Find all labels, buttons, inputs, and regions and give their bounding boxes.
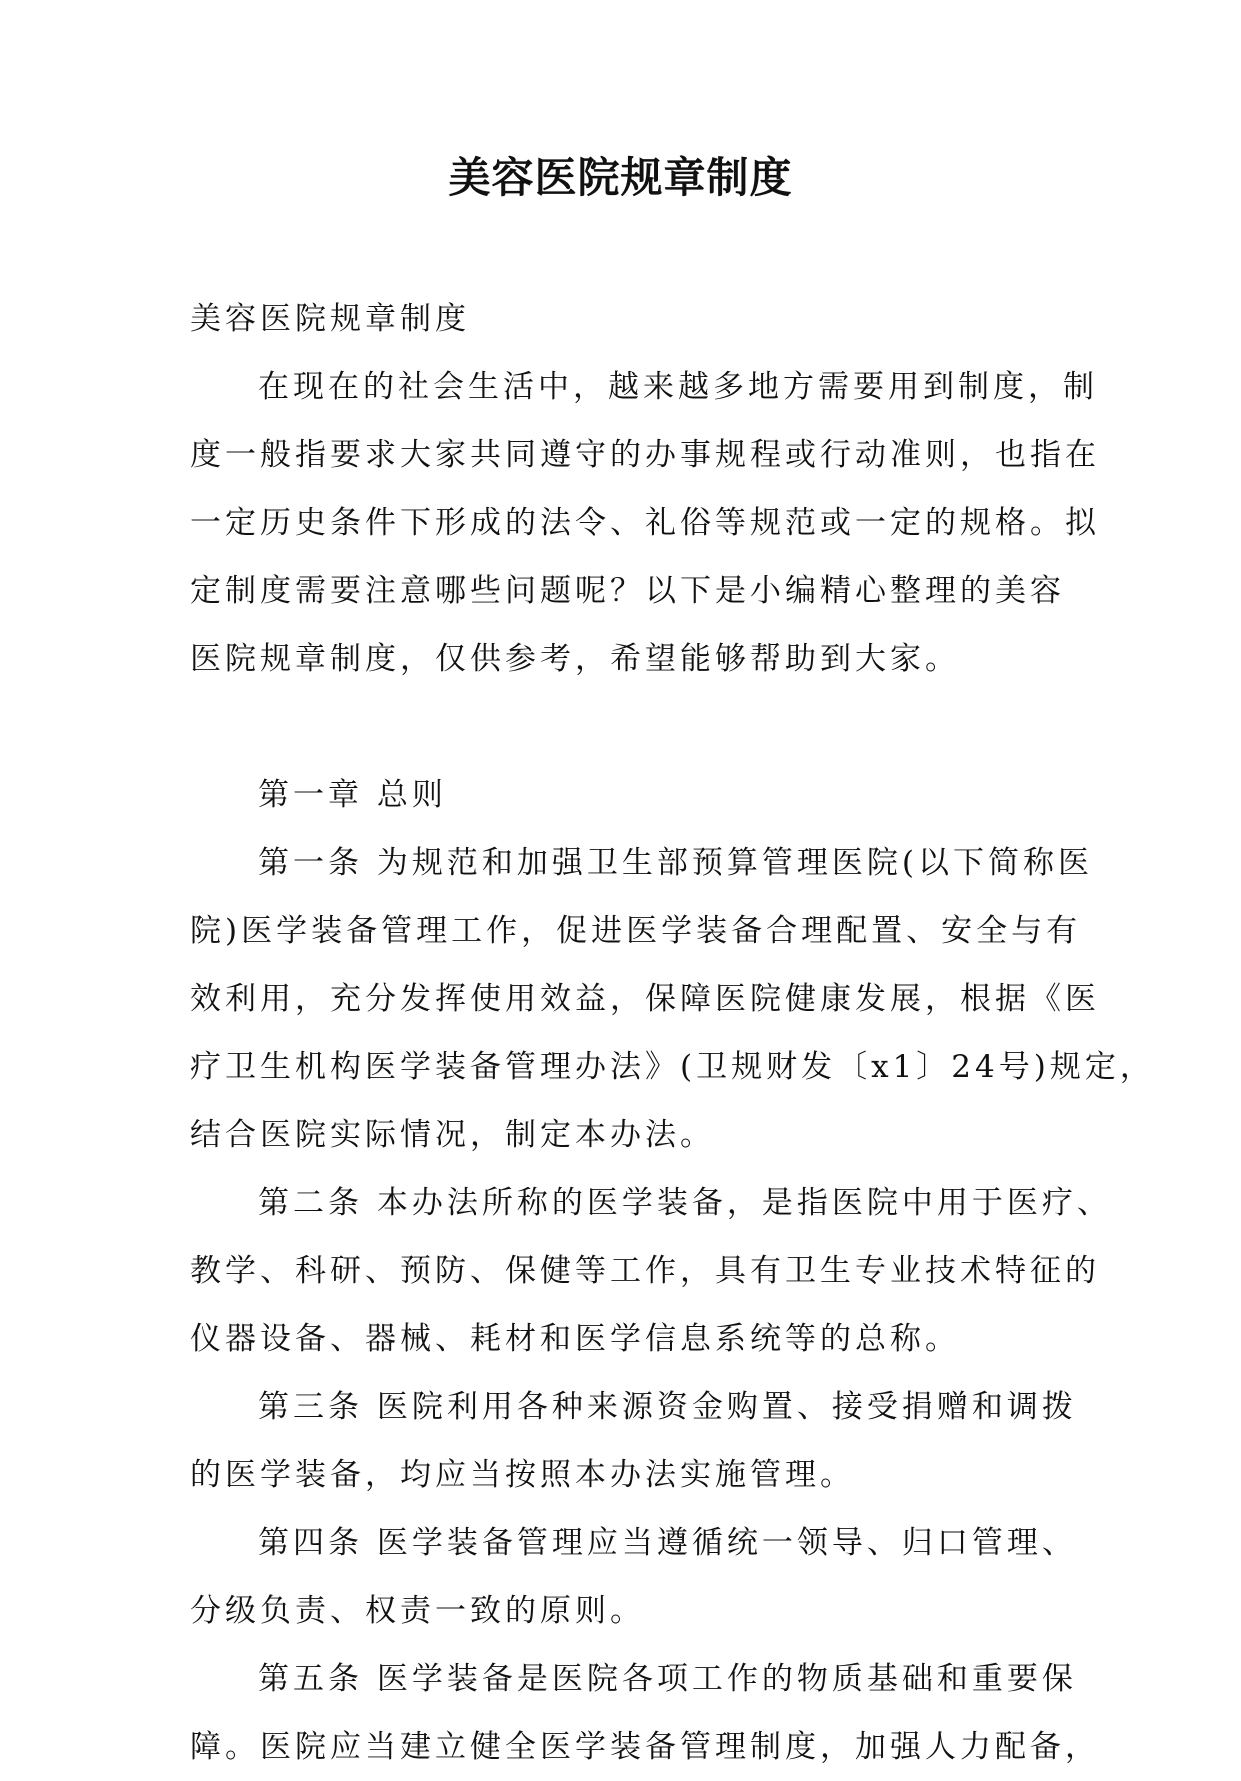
article-line: 分级负责、权责一致的原则。: [190, 1593, 645, 1629]
article-line: 效利用，充分发挥使用效益，保障医院健康发展，根据《医: [190, 981, 1100, 1017]
intro-line: 定制度需要注意哪些问题呢？以下是小编精心整理的美容: [190, 573, 1065, 609]
intro-line: 在现在的社会生活中，越来越多地方需要用到制度，制: [258, 369, 1098, 405]
document-title: 美容医院规章制度: [448, 153, 793, 202]
article-line: 教学、科研、预防、保健等工作，具有卫生专业技术特征的: [190, 1253, 1100, 1289]
article-line: 疗卫生机构医学装备管理办法》(卫规财发〔x1〕24号)规定，: [190, 1049, 1155, 1085]
article-line: 第三条 医院利用各种来源资金购置、接受捐赠和调拨: [258, 1389, 1077, 1425]
chapter-heading: 第一章 总则: [258, 777, 447, 813]
article-line: 结合医院实际情况，制定本办法。: [190, 1117, 715, 1153]
article-line: 第四条 医学装备管理应当遵循统一领导、归口管理、: [258, 1525, 1077, 1561]
article-line: 院)医学装备管理工作，促进医学装备合理配置、安全与有: [190, 913, 1082, 949]
article-line: 仪器设备、器械、耗材和医学信息系统等的总称。: [190, 1321, 960, 1357]
intro-line: 一定历史条件下形成的法令、礼俗等规范或一定的规格。拟: [190, 505, 1100, 541]
article-line: 障。医院应当建立健全医学装备管理制度，加强人力配备，: [190, 1729, 1100, 1765]
article-line: 第一条 为规范和加强卫生部预算管理医院(以下简称医: [258, 845, 1093, 881]
article-line: 第五条 医学装备是医院各项工作的物质基础和重要保: [258, 1661, 1077, 1697]
intro-line: 度一般指要求大家共同遵守的办事规程或行动准则，也指在: [190, 437, 1100, 473]
intro-line: 医院规章制度，仅供参考，希望能够帮助到大家。: [190, 641, 960, 677]
document-body: [190, 285, 1155, 1781]
paragraph-gap: [190, 693, 1070, 761]
body-heading: 美容医院规章制度: [190, 301, 470, 337]
article-line: 第二条 本办法所称的医学装备，是指医院中用于医疗、: [258, 1185, 1112, 1221]
article-line: 的医学装备，均应当按照本办法实施管理。: [190, 1457, 855, 1493]
